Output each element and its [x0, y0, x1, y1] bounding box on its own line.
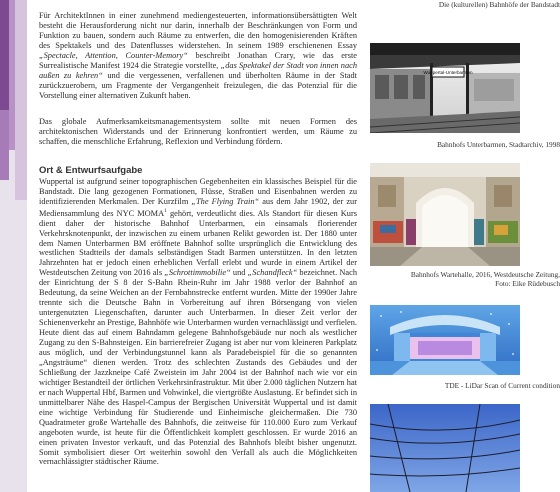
manifest-quote: „das Spektakel der Stadt von innen nach außen zu kehren“ — [39, 60, 358, 80]
photo-waiting-hall-2016 — [370, 163, 520, 266]
decorative-side-band — [0, 0, 27, 492]
caption-photo-2-line2: Foto: Eike Rüdebusch — [495, 279, 560, 288]
site-text-1: Wuppertal ist aufgrund seiner topographischen Gegebenheiten ein klassisches Beispiel für die Bandstadt. Die lang gezogenen Formationen, Flüsse, Straßen und Eisenbahnen werden zu identifizierenden Merkmalen. Der Kurzfilm — [39, 177, 357, 206]
intro-paragraph — [39, 11, 357, 101]
waiting-hall-image — [370, 163, 520, 266]
photo-overhead-wires — [370, 404, 520, 492]
band-stripe-accent — [0, 110, 9, 180]
site-text-3: gehört, verdeutlicht dies. Als Standort für diesen Kurs dient daher der historische Bahnhof Unterbarmen, ein einsamals florierender Verkehrsknotenpunkt, der inzwischen zu einem urbanen Relikt geworden ist. Der 1880 unter dem Namen Unterbarmen BM eröffnete Bahnhof sollte ursprünglich die Entwicklung des westlichen Stadtteils der damals selbständigen Stadt Barmen unterstützen. In den letzten Jahrzehnten hat er jedoch einen erheblichen Verfall erlebt und wurde in einem Artikel der Westdeutschen Zeitung von 2016 als — [39, 208, 358, 278]
quote-schandfleck: „Schandfleck“ — [247, 268, 298, 278]
site-paragraph — [39, 177, 357, 467]
second-paragraph: Das globale Aufmerksamkeitsmanagementsystem sollte mit neuen Formen des architektonischen Widerstands und der Erinnerung konfrontiert werden, um Räume zu schaffen, die menschliche Erfahrung, Reflexion und Verbindung fördern. — [39, 117, 357, 146]
caption-photo-3: TDE - LiDar Scan of Current condition — [444, 381, 560, 390]
lidar-scan-image — [370, 305, 520, 375]
quote-schrottimmobilie: „Schrottimmobilie“ — [164, 268, 231, 278]
band-stripe-dark — [0, 0, 9, 110]
caption-photo-1: Bahnhofs Unterbarmen, Stadtarchiv, 1998 — [437, 140, 560, 149]
intro-text-1: Für ArchitektInnen in einer zunehmend mediengesteuerten, informationsübersättigten Welt besteht die Herausforderung nicht nur darin, innerhalb der Beschränkungen von Form und Funktion zu bauen, sondern auch Räume zu entwerfen, die den homogenisierenden Kräften des Spektakels und des Datenflusses widerstehen. In seinem 1989 erschienenen Essay — [39, 11, 357, 50]
film-title: „The Flying Train“ — [191, 196, 260, 206]
intro-text-3: und die vergessenen, verfallenen und überholten Räume in der Stadt zurückzuerobern, um Fragmente der Vergangenheit freizulegen, die das Potenzial für die Vorstellung einer alternativen Zukunft haben. — [39, 70, 357, 100]
caption-photo-2-line1: Bahnhofs Wartehalle, 2016, Westdeutsche Zeitung, — [410, 270, 560, 279]
station-sign-text: Wuppertal-Unterbarmen — [423, 70, 473, 75]
footnote-marker: 1 — [164, 207, 167, 214]
station-bw-image — [370, 43, 520, 133]
intro-text-2: beschreibt Jonathan Crary, wie das erste Surrealistische Manifest 1924 die Strategie vorstellte, — [39, 50, 357, 70]
essay-title: „Spectacle, Attention, Counter-Memory“ — [39, 50, 188, 60]
overhead-wires-image — [370, 404, 520, 492]
site-text-4: und — [230, 268, 248, 278]
site-text-2: aus dem Jahr 1902, der zur Mediensammlung des NYC MOMA — [39, 196, 357, 218]
section-heading: Ort & Entwurfsaufgabe — [39, 165, 143, 176]
photo-station-1998 — [370, 43, 520, 133]
photo-lidar-scan — [370, 305, 520, 375]
site-text-5: bezeichnet. Nach der Einrichtung der S 8 der S-Bahn Rhein-Ruhr im Jahr 1988 verlor der Bahnhof an Bedeutung, da seine Weichen an der Fernbahnstrecke entfernt wurden. Mitte der 1990er Jahre trennte sich die Deutsche Bahn in Vorbereitung auf ihren Börsengang von vielen untergenutzten Liegenschaften, darunter auch Unterbarmen. In dieser Zeit verlor der Schienenverkehr an Prestige, Bahnhöfe wie Unterbarmen wurden vernachlässigt und verfielen. Heute dient das auf einem Bahndamm gelegene Bahnhofsgebäude nur noch als westlicher Zugang zu den S-Bahnsteigen. Ein barrierefreier Zugang ist aber nur vom kleineren Parkplatz aus möglich, und der Verbindungstunnel kann als Paradebeispiel für die so genannten „Angsträume“ dienen werden. Trotz des schlechten Zustands des Gebäudes und der Schließung der Jazzkneipe Café Zweistein im Jahr 2004 ist der Bahnhof nach wie vor ein wichtiger Bestandteil der örtlichen Verkehrsinfrastruktur. Mit über 2.000 täglichen Nutzern hat er nach Wuppertal Hbf, Barmen und Vohwinkel, die viertgrößte Auslastung. Er befindet sich in unmittelbarer Nähe des Haspel-Campus der Bergischen Universität Wuppertal und ist damit eine wichtige Verbindung für Studierende und Einheimische gleichermaßen. Die 730 Quadratmeter große Wartehalle des Bahnhofs, die zeitweise für 110.000 Euro zum Verkauf angeboten wurde, ist heute für die Öffentlichkeit komplett geschlossen. Er wurde 2016 an einen privaten Investor verkauft, und das Potenzial des Bahnhofs bleibt bisher ungenutzt. Somit symbolisiert dieser Ort weiterhin sowohl den Verfall als auch die Möglichkeiten vernachlässigter städtischer Räume. — [39, 268, 357, 467]
band-stripe-light — [15, 0, 27, 200]
caption-top: Die (kulturellen) Bahnhöfe der Bandstadt — [438, 0, 560, 9]
